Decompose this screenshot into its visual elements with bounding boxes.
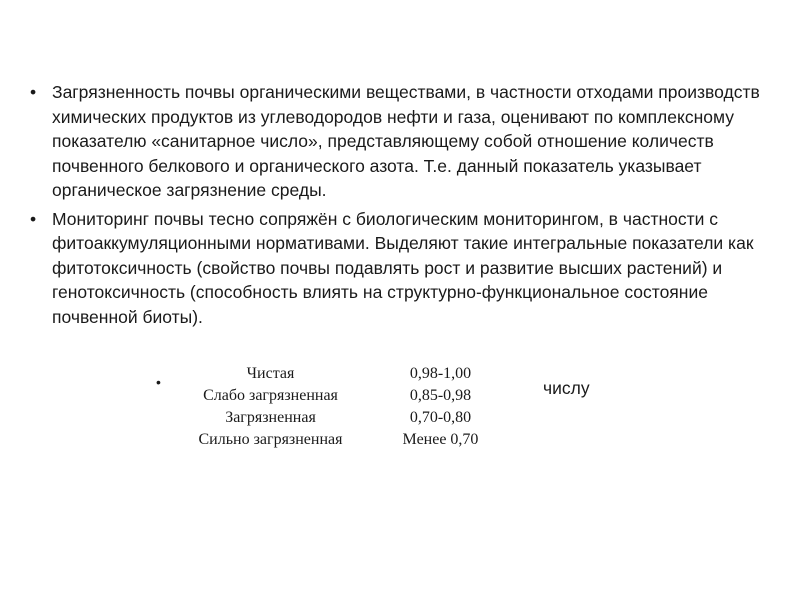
sub-bullet-tail-text: числу (543, 378, 590, 398)
table-row (180, 363, 520, 385)
bullet-item (30, 80, 760, 203)
table-cell-value: Менее 0,70 (402, 431, 479, 448)
bullet-text: Мониторинг почвы тесно сопряжён с биологическим мониторингом, в частности с фитоаккумуляционными нормативами. Выделяют такие интегральные показатели как фитотоксичность (свойство почвы подавлять рост и развитие высших растений) и генотоксичность (способность влиять на структурно-функциональное состояние почвенной биоты). (52, 208, 754, 327)
table-cell-category: Слабо загрязненная (203, 387, 338, 404)
bullet-marker: • (30, 82, 37, 102)
bullet-text: Загрязненность почвы органическими веществами, в частности отходами производств химических продуктов из углеводородов нефти и газа, оценивают по комплексному показателю «санитарное число», представляющему собой отношение количеств почвенного белкового и органического азота. Т.е. данный показатель указывает органическое загрязнение среды. (52, 82, 760, 200)
bullet-marker: • (30, 208, 37, 229)
bullet-item (30, 207, 760, 330)
table-cell-category: Загрязненная (225, 409, 316, 426)
bullet-list (30, 80, 760, 333)
table-row (180, 385, 520, 407)
table-cell-value: 0,98-1,00 (409, 365, 472, 382)
table-row (180, 407, 520, 429)
table-cell-category: Сильно загрязненная (198, 431, 343, 448)
table-cell-category: Чистая (246, 365, 295, 382)
table-row (180, 429, 520, 451)
table-cell-value: 0,85-0,98 (409, 387, 472, 404)
sanitary-number-table (180, 363, 520, 451)
table-cell-value: 0,70-0,80 (409, 409, 472, 426)
sub-bullet-marker: • (156, 374, 161, 390)
